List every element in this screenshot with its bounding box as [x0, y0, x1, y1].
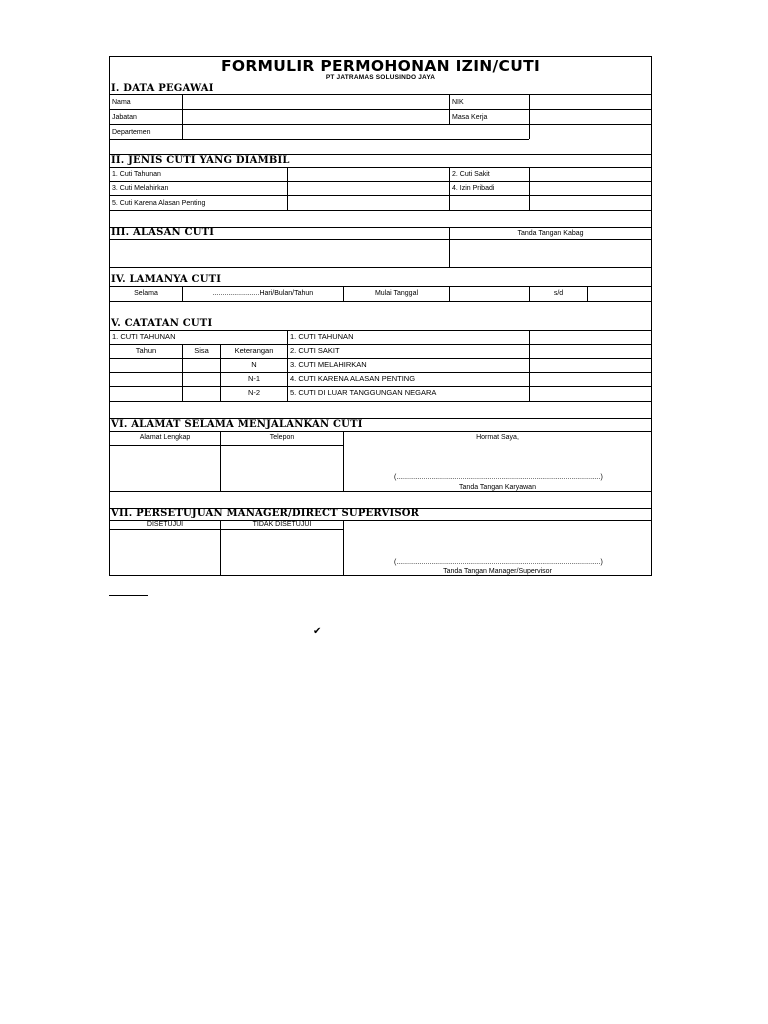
section-lamanya-cuti-heading: IV. LAMANYA CUTI — [111, 274, 222, 285]
divider — [110, 139, 529, 140]
catatan-list-item: 5. CUTI DI LUAR TANGGUNGAN NEGARA — [290, 388, 437, 397]
disetujui-box[interactable] — [111, 530, 220, 576]
kabag-signature-box[interactable] — [450, 240, 651, 267]
start-date-field[interactable] — [450, 287, 529, 301]
jabatan-field[interactable] — [183, 110, 449, 124]
masa-kerja-label: Masa Kerja — [452, 114, 488, 121]
departemen-label: Departemen — [112, 129, 151, 136]
alamat-field[interactable] — [111, 446, 220, 491]
alasan-cuti-field[interactable] — [111, 240, 449, 267]
divider — [110, 301, 651, 302]
alamat-column-header: Alamat Lengkap — [139, 434, 191, 441]
divider — [110, 267, 651, 268]
hormat-saya-label: Hormat Saya, — [476, 434, 519, 441]
keterangan-column-header: Keterangan — [234, 346, 274, 355]
catatan-list-item: 3. CUTI MELAHIRKAN — [290, 360, 367, 369]
disetujui-column-header: DISETUJUI — [146, 521, 184, 528]
cuti-tahunan-checkbox[interactable] — [288, 168, 449, 181]
catatan-list-item: 4. CUTI KARENA ALASAN PENTING — [290, 374, 416, 383]
manager-signature-line[interactable]: (.........................................................................................................) — [394, 559, 603, 566]
section-data-pegawai-heading: I. DATA PEGAWAI — [111, 83, 214, 94]
tidak-disetujui-column-header: TIDAK DISETUJUI — [252, 521, 312, 528]
masa-kerja-field[interactable] — [530, 110, 651, 124]
company-name: PT JATRAMAS SOLUSINDO JAYA — [325, 74, 436, 81]
employee-signature-label: Tanda Tangan Karyawan — [459, 484, 536, 491]
divider — [110, 344, 651, 345]
section-persetujuan-heading: VII. PERSETUJUAN MANAGER/DIRECT SUPERVISOR — [111, 508, 420, 519]
table-row-label: N — [251, 360, 257, 369]
sisa-column-header: Sisa — [194, 346, 209, 355]
nik-label: NIK — [452, 99, 464, 106]
divider — [449, 94, 450, 124]
divider — [110, 330, 651, 331]
cuti-alasan-penting-option: 5. Cuti Karena Alasan Penting — [112, 200, 206, 207]
catatan-list-item: 1. CUTI TAHUNAN — [290, 332, 354, 341]
divider — [529, 330, 530, 401]
nik-field[interactable] — [530, 95, 651, 109]
telepon-column-header: Telepon — [269, 434, 295, 441]
divider — [110, 210, 651, 211]
divider — [110, 372, 651, 373]
sd-label: s/d — [553, 290, 564, 297]
cuti-tahunan-option: 1. Cuti Tahunan — [112, 171, 161, 178]
cuti-sakit-checkbox[interactable] — [530, 168, 651, 181]
divider — [449, 167, 450, 210]
tidak-disetujui-box[interactable] — [221, 530, 343, 576]
section-catatan-cuti-heading: V. CATATAN CUTI — [111, 318, 213, 329]
section-jenis-cuti-heading: II. JENIS CUTI YANG DIAMBIL — [111, 155, 290, 166]
leave-request-form — [109, 56, 652, 576]
catatan-left-title: 1. CUTI TAHUNAN — [112, 332, 176, 341]
duration-unit-field[interactable]: ........................Hari/Bulan/Tahun — [212, 290, 314, 297]
jabatan-label: Jabatan — [112, 114, 137, 121]
mulai-tanggal-label: Mulai Tanggal — [374, 290, 419, 297]
divider — [110, 386, 651, 387]
table-row-label: N-1 — [247, 374, 261, 383]
tahun-column-header: Tahun — [135, 346, 157, 355]
cuti-melahirkan-option: 3. Cuti Melahirkan — [112, 185, 169, 192]
employee-signature-line[interactable]: (.........................................................................................................) — [394, 474, 603, 481]
catatan-list-item: 2. CUTI SAKIT — [290, 346, 340, 355]
footer-underline — [109, 595, 148, 596]
manager-signature-label: Tanda Tangan Manager/Supervisor — [443, 568, 552, 575]
nama-label: Nama — [112, 99, 131, 106]
end-date-field[interactable] — [588, 287, 651, 301]
section-alamat-heading: VI. ALAMAT SELAMA MENJALANKAN CUTI — [111, 419, 363, 430]
checkmark-icon: ✔ — [313, 626, 322, 637]
divider — [287, 330, 288, 401]
selama-label: Selama — [134, 290, 158, 297]
section-alasan-cuti-heading: III. ALASAN CUTI — [111, 227, 215, 238]
table-row-label: N-2 — [247, 388, 261, 397]
izin-pribadi-option: 4. Izin Pribadi — [452, 185, 495, 192]
cuti-sakit-option: 2. Cuti Sakit — [452, 171, 490, 178]
divider — [110, 286, 651, 287]
divider — [110, 431, 651, 432]
divider — [110, 491, 651, 492]
divider — [110, 358, 651, 359]
kabag-signature-label: Tanda Tangan Kabag — [517, 230, 584, 237]
nama-field[interactable] — [183, 95, 449, 109]
izin-pribadi-checkbox[interactable] — [530, 182, 651, 195]
divider — [110, 401, 651, 402]
form-title: FORMULIR PERMOHONAN IZIN/CUTI — [220, 57, 541, 75]
departemen-field[interactable] — [183, 125, 529, 139]
cuti-alasan-penting-checkbox[interactable] — [288, 196, 449, 210]
telepon-field[interactable] — [221, 446, 343, 491]
cuti-melahirkan-checkbox[interactable] — [288, 182, 449, 195]
